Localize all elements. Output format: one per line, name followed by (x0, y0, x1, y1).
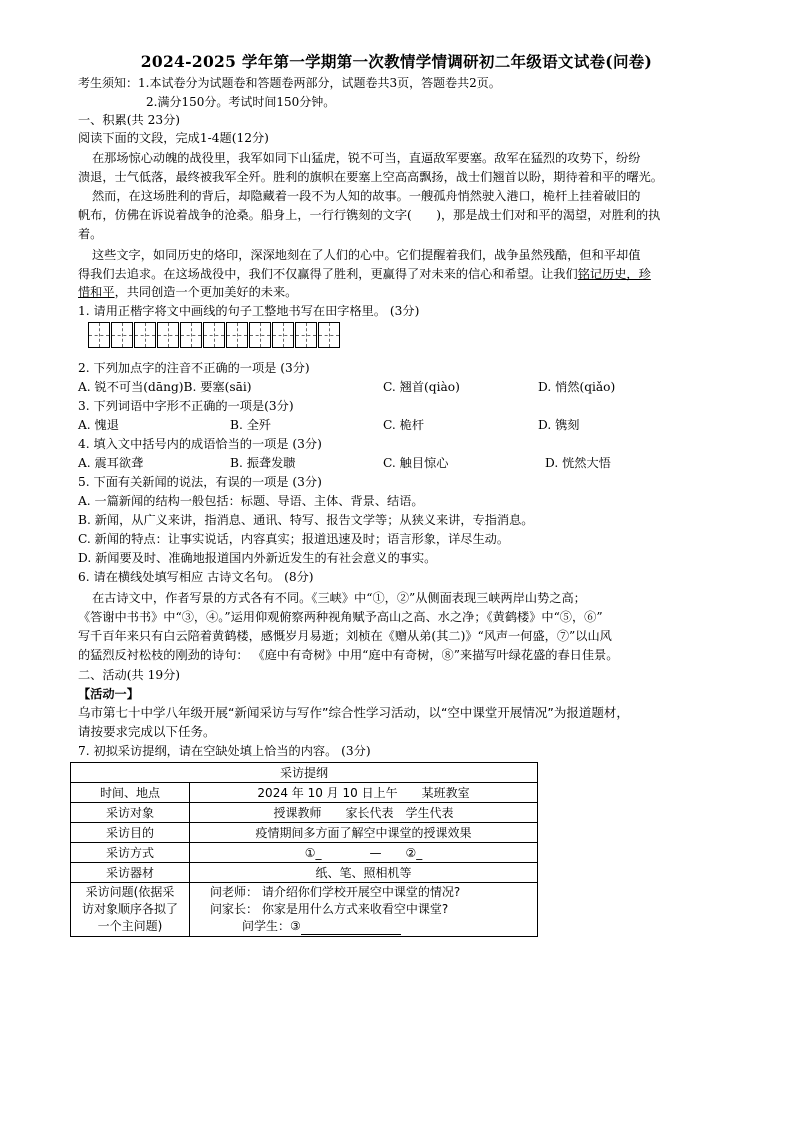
activity-1-text: 乌市第七十中学八年级开展“新闻采访与写作”综合性学习活动，以“空中课堂开展情况”为报道题材， (78, 705, 629, 720)
q3-option-b[interactable]: B. 全歼 (230, 418, 272, 432)
interview-outline-table (70, 762, 538, 937)
passage-line (78, 284, 749, 300)
question-to-student-line[interactable] (210, 918, 533, 935)
tianzige-grid[interactable] (88, 322, 341, 348)
activity-1-text: 请按要求完成以下任务。 (78, 724, 216, 739)
q5-option-d[interactable]: D. 新闻要及时、准确地报道国内外新近发生的有社会意义的事实。 (78, 551, 437, 565)
answer-blank[interactable] (301, 922, 401, 935)
row-value: 纸、笔、照相机等 (190, 863, 538, 883)
poem-prompt-line: 的猛烈反衬松枝的刚劲的诗句： 《庭中有奇树》中用“庭中有奇树，⑧”来描写叶绿花盛的春日佳景。 (78, 648, 619, 662)
grid-cell[interactable] (203, 322, 225, 348)
row-label: 采访对象 (71, 803, 190, 823)
q2-option-c[interactable]: C. 翘首(qiào) (383, 380, 460, 394)
reading-intro: 阅读下面的文段，完成1-4题(12分) (78, 131, 269, 145)
question-5: 5. 下面有关新闻的说法，有误的一项是 (3分) (78, 475, 322, 489)
passage-line: 溃退，士气低落，最终被我军全歼。胜利的旗帜在要塞上空高高飘扬，战士们翘首以盼，期待着和平的曙光。 (78, 170, 663, 184)
grid-cell[interactable] (88, 322, 110, 348)
table-header: 采访提纲 (71, 763, 538, 783)
q3-option-c[interactable]: C. 桅杆 (383, 418, 425, 432)
underlined-sentence: 铭记历史，珍 (577, 267, 651, 281)
q5-option-b[interactable]: B. 新闻，从广义来讲，指消息、通讯、特写、报告文学等；从狭义来讲，专指消息。 (78, 513, 534, 527)
q2-option-d[interactable]: D. 悄然(qiǎo) (538, 380, 616, 394)
question-6: 6. 请在横线处填写相应 古诗文名句。 (8分) (78, 570, 314, 584)
poem-prompt-line: 《答谢中书书》中“③，④。”运用仰观俯察两种视角赋予高山之高、水之净；《黄鹤楼》中“⑤，⑥” (78, 610, 603, 624)
table-row (71, 883, 538, 937)
question-2: 2. 下列加点字的注音不正确的一项是 (3分) (78, 361, 310, 375)
row-label: 时间、地点 (71, 783, 190, 803)
grid-cell[interactable] (157, 322, 179, 348)
passage-line: 在那场惊心动魄的战役里，我军如同下山猛虎，锐不可当，直逼敌军要塞。敌军在猛烈的攻势下，纷纷 (92, 151, 641, 165)
question-to-student: 问学生：③ (242, 919, 301, 933)
label-line: 一个主问题) (97, 919, 163, 933)
grid-cell[interactable] (134, 322, 156, 348)
grid-cell[interactable] (249, 322, 271, 348)
label-line: 访对象顺序各拟了 (81, 902, 178, 916)
row-value: 2024 年 10 月 10 日上午 某班教室 (190, 783, 538, 803)
q4-option-b[interactable]: B. 振聋发聩 (230, 456, 296, 470)
question-4: 4. 填入文中括号内的成语恰当的一项是 (3分) (78, 437, 322, 451)
passage-text: 得我们去追求。在这场战役中，我们不仅赢得了胜利，更赢得了对未来的信心和希望。让我们 (78, 267, 578, 281)
section-1-heading: 一、积累(共 23分) (78, 113, 181, 127)
question-7: 7. 初拟采访提纲，请在空缺处填上恰当的内容。 (3分) (78, 744, 371, 758)
table-row (71, 823, 538, 843)
row-label: 采访目的 (71, 823, 190, 843)
q5-option-c[interactable]: C. 新闻的特点：让事实说话，内容真实；报道迅速及时；语言形象，详尽生动。 (78, 532, 510, 546)
table-row (71, 783, 538, 803)
table-row (71, 803, 538, 823)
exam-title: 2024-2025 学年第一学期第一次教情学情调研初二年级语文试卷(问卷) (140, 52, 653, 71)
section-2-heading: 二、活动(共 19分) (78, 668, 181, 682)
passage-line (78, 266, 749, 282)
q5-option-a[interactable]: A. 一篇新闻的结构一般包括：标题、导语、主体、背景、结语。 (78, 494, 424, 508)
q2-option-ab[interactable]: A. 锐不可当(dāng)B. 要塞(sāi) (78, 380, 252, 394)
grid-cell[interactable] (180, 322, 202, 348)
q4-option-d[interactable]: D. 恍然大悟 (545, 456, 611, 470)
poem-prompt-line: 写千百年来只有白云陪着黄鹤楼，感慨岁月易逝；刘桢在《赠从弟(其二)》“风声一何盛，⑦”以山风 (78, 629, 612, 643)
passage-line: 帆布，仿佛在诉说着战争的沧桑。船身上，一行行镌刻的文字( )，那是战士们对和平的渴望，对胜利的执 (78, 208, 661, 222)
grid-cell[interactable] (295, 322, 317, 348)
row-value: 授课教师 家长代表 学生代表 (190, 803, 538, 823)
question-3: 3. 下列词语中字形不正确的一项是(3分) (78, 399, 294, 413)
grid-cell[interactable] (226, 322, 248, 348)
passage-text: ，共同创造一个更加美好的未来。 (114, 285, 298, 299)
passage-line: 着。 (78, 227, 103, 241)
grid-cell[interactable] (272, 322, 294, 348)
q3-option-d[interactable]: D. 镌刻 (538, 418, 580, 432)
notice-line-2: 2.满分150分。考试时间150分钟。 (146, 95, 336, 109)
underlined-sentence: 惜和平 (78, 285, 115, 299)
row-label: 采访方式 (71, 843, 190, 863)
row-label (71, 883, 190, 937)
grid-cell[interactable] (111, 322, 133, 348)
table-row (71, 863, 538, 883)
passage-line: 这些文字，如同历史的烙印，深深地刻在了人们的心中。它们提醒着我们，战争虽然残酷，但和平却值 (92, 248, 641, 262)
interview-method-blanks[interactable]: ①_ — ②_ (190, 843, 538, 863)
question-to-teacher: 问老师： 请介绍你们学校开展空中课堂的情况? (210, 885, 461, 899)
q4-option-a[interactable]: A. 震耳欲聋 (78, 456, 144, 470)
question-1: 1. 请用正楷字将文中画线的句子工整地书写在田字格里。 (3分) (78, 304, 420, 318)
passage-line: 然而，在这场胜利的背后，却隐藏着一段不为人知的故事。一艘孤舟悄然驶入港口，桅杆上挂着破旧的 (92, 189, 641, 203)
poem-prompt-line: 在古诗文中，作者写景的方式各有不同。《三峡》中“①，②”从侧面表现三峡两岸山势之高； (92, 591, 586, 605)
table-row (71, 843, 538, 863)
row-label: 采访器材 (71, 863, 190, 883)
notice-line-1: 考生须知：1.本试卷分为试题卷和答题卷两部分，试题卷共3页，答题卷共2页。 (78, 76, 501, 90)
row-value (190, 883, 538, 937)
q3-option-a[interactable]: A. 愧退 (78, 418, 119, 432)
q4-option-c[interactable]: C. 触目惊心 (383, 456, 449, 470)
row-value: 疫情期间多方面了解空中课堂的授课效果 (190, 823, 538, 843)
grid-cell[interactable] (318, 322, 340, 348)
question-to-parent: 问家长： 你家是用什么方式来收看空中课堂? (210, 902, 449, 916)
activity-1-heading: 【活动一】 (78, 687, 139, 701)
label-line: 采访问题(依据采 (85, 885, 175, 899)
